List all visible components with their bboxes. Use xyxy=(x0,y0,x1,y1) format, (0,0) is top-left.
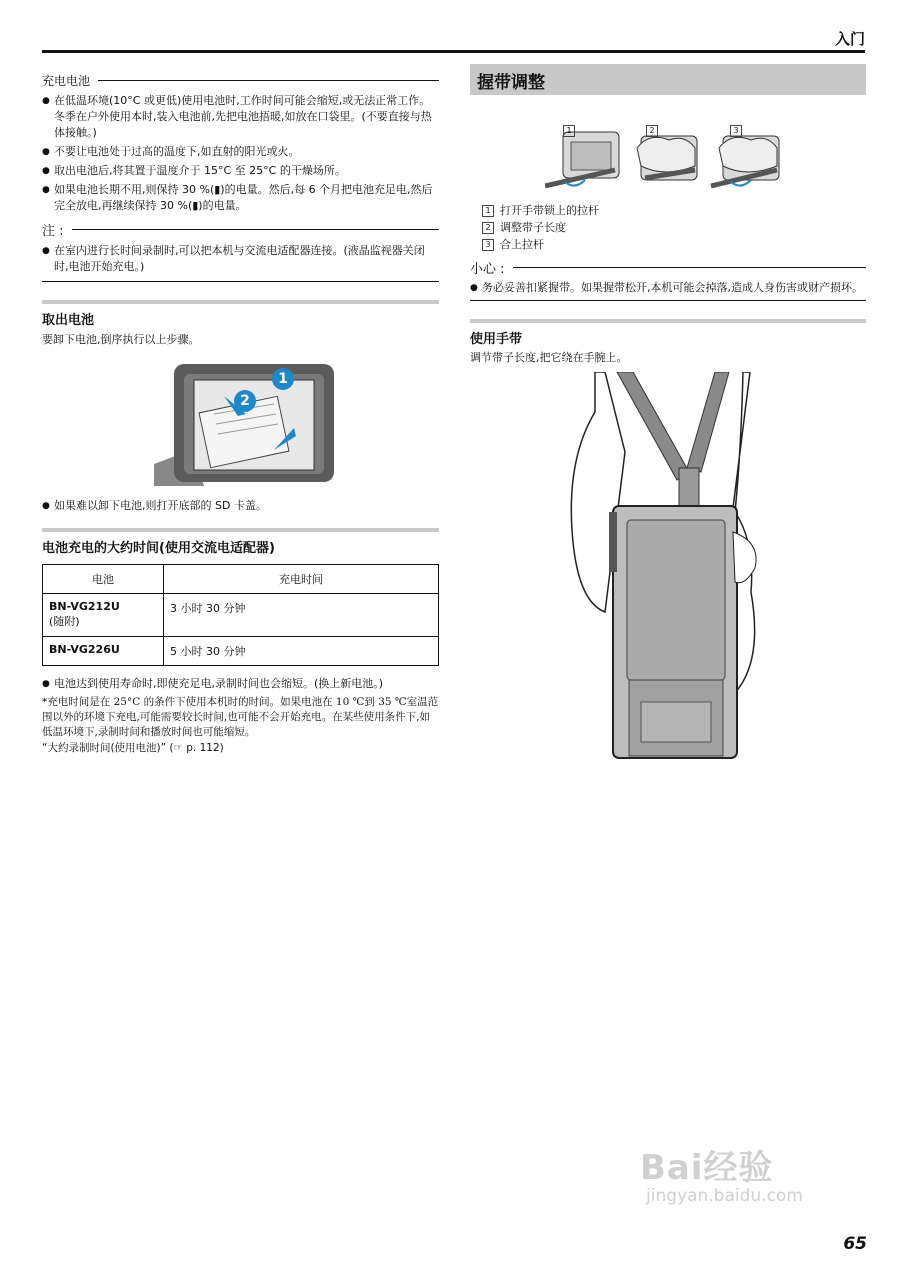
step-item: 3 合上拉杆 xyxy=(482,236,599,253)
list-item: ● 电池达到使用寿命时,即使充足电,录制时间也会缩短。(换上新电池。) xyxy=(42,676,439,692)
list-item: ● 不要让电池处于过高的温度下,如直射的阳光或火。 xyxy=(42,144,439,160)
callout-1: 1 xyxy=(272,368,294,390)
battery-removal-illustration xyxy=(154,354,368,486)
wrist-strap-heading: 使用手带 xyxy=(470,332,523,347)
caution-list xyxy=(470,280,866,296)
table-cell-battery: BN-VG226U xyxy=(43,637,164,666)
divider xyxy=(42,281,439,282)
remove-battery-heading: 取出电池 xyxy=(42,313,95,328)
table-row xyxy=(43,594,439,637)
strap-steps-illustration xyxy=(545,118,785,198)
left-column xyxy=(42,72,439,756)
table-header-row xyxy=(43,565,439,594)
callout-2: 2 xyxy=(234,390,256,412)
reference-link[interactable]: “大约录制时间(使用电池)” (☞ p. 112) xyxy=(42,742,224,754)
table-cell-battery: BN-VG212U (随附) xyxy=(43,594,164,637)
list-item: ● 取出电池后,将其置于温度介于 15°C 至 25°C 的干燥场所。 xyxy=(42,163,439,179)
step-item: 2 调整带子长度 xyxy=(482,219,599,236)
remove-battery-list xyxy=(42,498,439,514)
table-header: 电池 xyxy=(43,565,164,594)
strap-adjust-title: 握带调整 xyxy=(477,73,545,93)
wrist-strap-desc: 调节带子长度,把它绕在手腕上。 xyxy=(470,351,628,364)
wrist-strap-illustration xyxy=(565,372,775,760)
footnote: *充电时间是在 25°C 的条件下使用本机时的时间。如果电池在 10 ℃到 35 ℃室温范围以外的环境下充电,可能需要较长时间,也可能不会开始充电。在某些使用条件下,如低温环境下,录制时间和播放时间也可能缩短。 xyxy=(42,696,439,738)
table-row xyxy=(43,637,439,666)
section-label: 入门 xyxy=(834,30,865,48)
charge-time-heading: 电池充电的大约时间(使用交流电适配器) xyxy=(42,541,275,556)
note-heading: 注 : xyxy=(42,220,439,239)
section-bar xyxy=(470,319,866,323)
charging-battery-list xyxy=(42,93,439,214)
caution-heading: 小心 : xyxy=(470,258,866,277)
section-bar xyxy=(42,300,439,304)
table-cell-time: 5 小时 30 分钟 xyxy=(164,637,439,666)
note-list xyxy=(42,243,439,275)
watermark-url: jingyan.baidu.com xyxy=(646,1186,803,1206)
strap-steps xyxy=(482,202,599,253)
step-label-1: 1 xyxy=(563,120,581,139)
page-number: 65 xyxy=(843,1234,867,1254)
charge-time-list xyxy=(42,676,439,692)
watermark-brand: Bai经验 xyxy=(640,1148,774,1188)
step-label-3: 3 xyxy=(730,120,748,139)
header-rule xyxy=(42,50,865,53)
remove-battery-desc: 要卸下电池,倒序执行以上步骤。 xyxy=(42,333,200,346)
list-item: ● 在室内进行长时间录制时,可以把本机与交流电适配器连接。(液晶监视器关闭时,电池开始充电。) xyxy=(42,243,439,275)
list-item: ● 务必妥善扣紧握带。如果握带松开,本机可能会掉落,造成人身伤害或财产损坏。 xyxy=(470,280,866,296)
step-label-2: 2 xyxy=(646,120,664,139)
step-item: 1 打开手带锁上的拉杆 xyxy=(482,202,599,219)
list-item: ● 在低温环境(10°C 或更低)使用电池时,工作时间可能会缩短,或无法正常工作。冬季在户外使用本时,装入电池前,先把电池捂暖,如放在口袋里。(不要直接与热体接触。) xyxy=(42,93,439,141)
list-item: ● 如果电池长期不用,则保持 30 %(▮)的电量。然后,每 6 个月把电池充足电,然后完全放电,再继续保持 30 %(▮)的电量。 xyxy=(42,182,439,214)
divider xyxy=(470,300,866,301)
list-item: ● 如果难以卸下电池,则打开底部的 SD 卡盖。 xyxy=(42,498,439,514)
charge-time-table xyxy=(42,564,439,666)
table-cell-time: 3 小时 30 分钟 xyxy=(164,594,439,637)
section-bar xyxy=(42,528,439,532)
caution-block xyxy=(470,258,866,366)
table-header: 充电时间 xyxy=(164,565,439,594)
charging-battery-heading: 充电电池 xyxy=(42,72,439,89)
